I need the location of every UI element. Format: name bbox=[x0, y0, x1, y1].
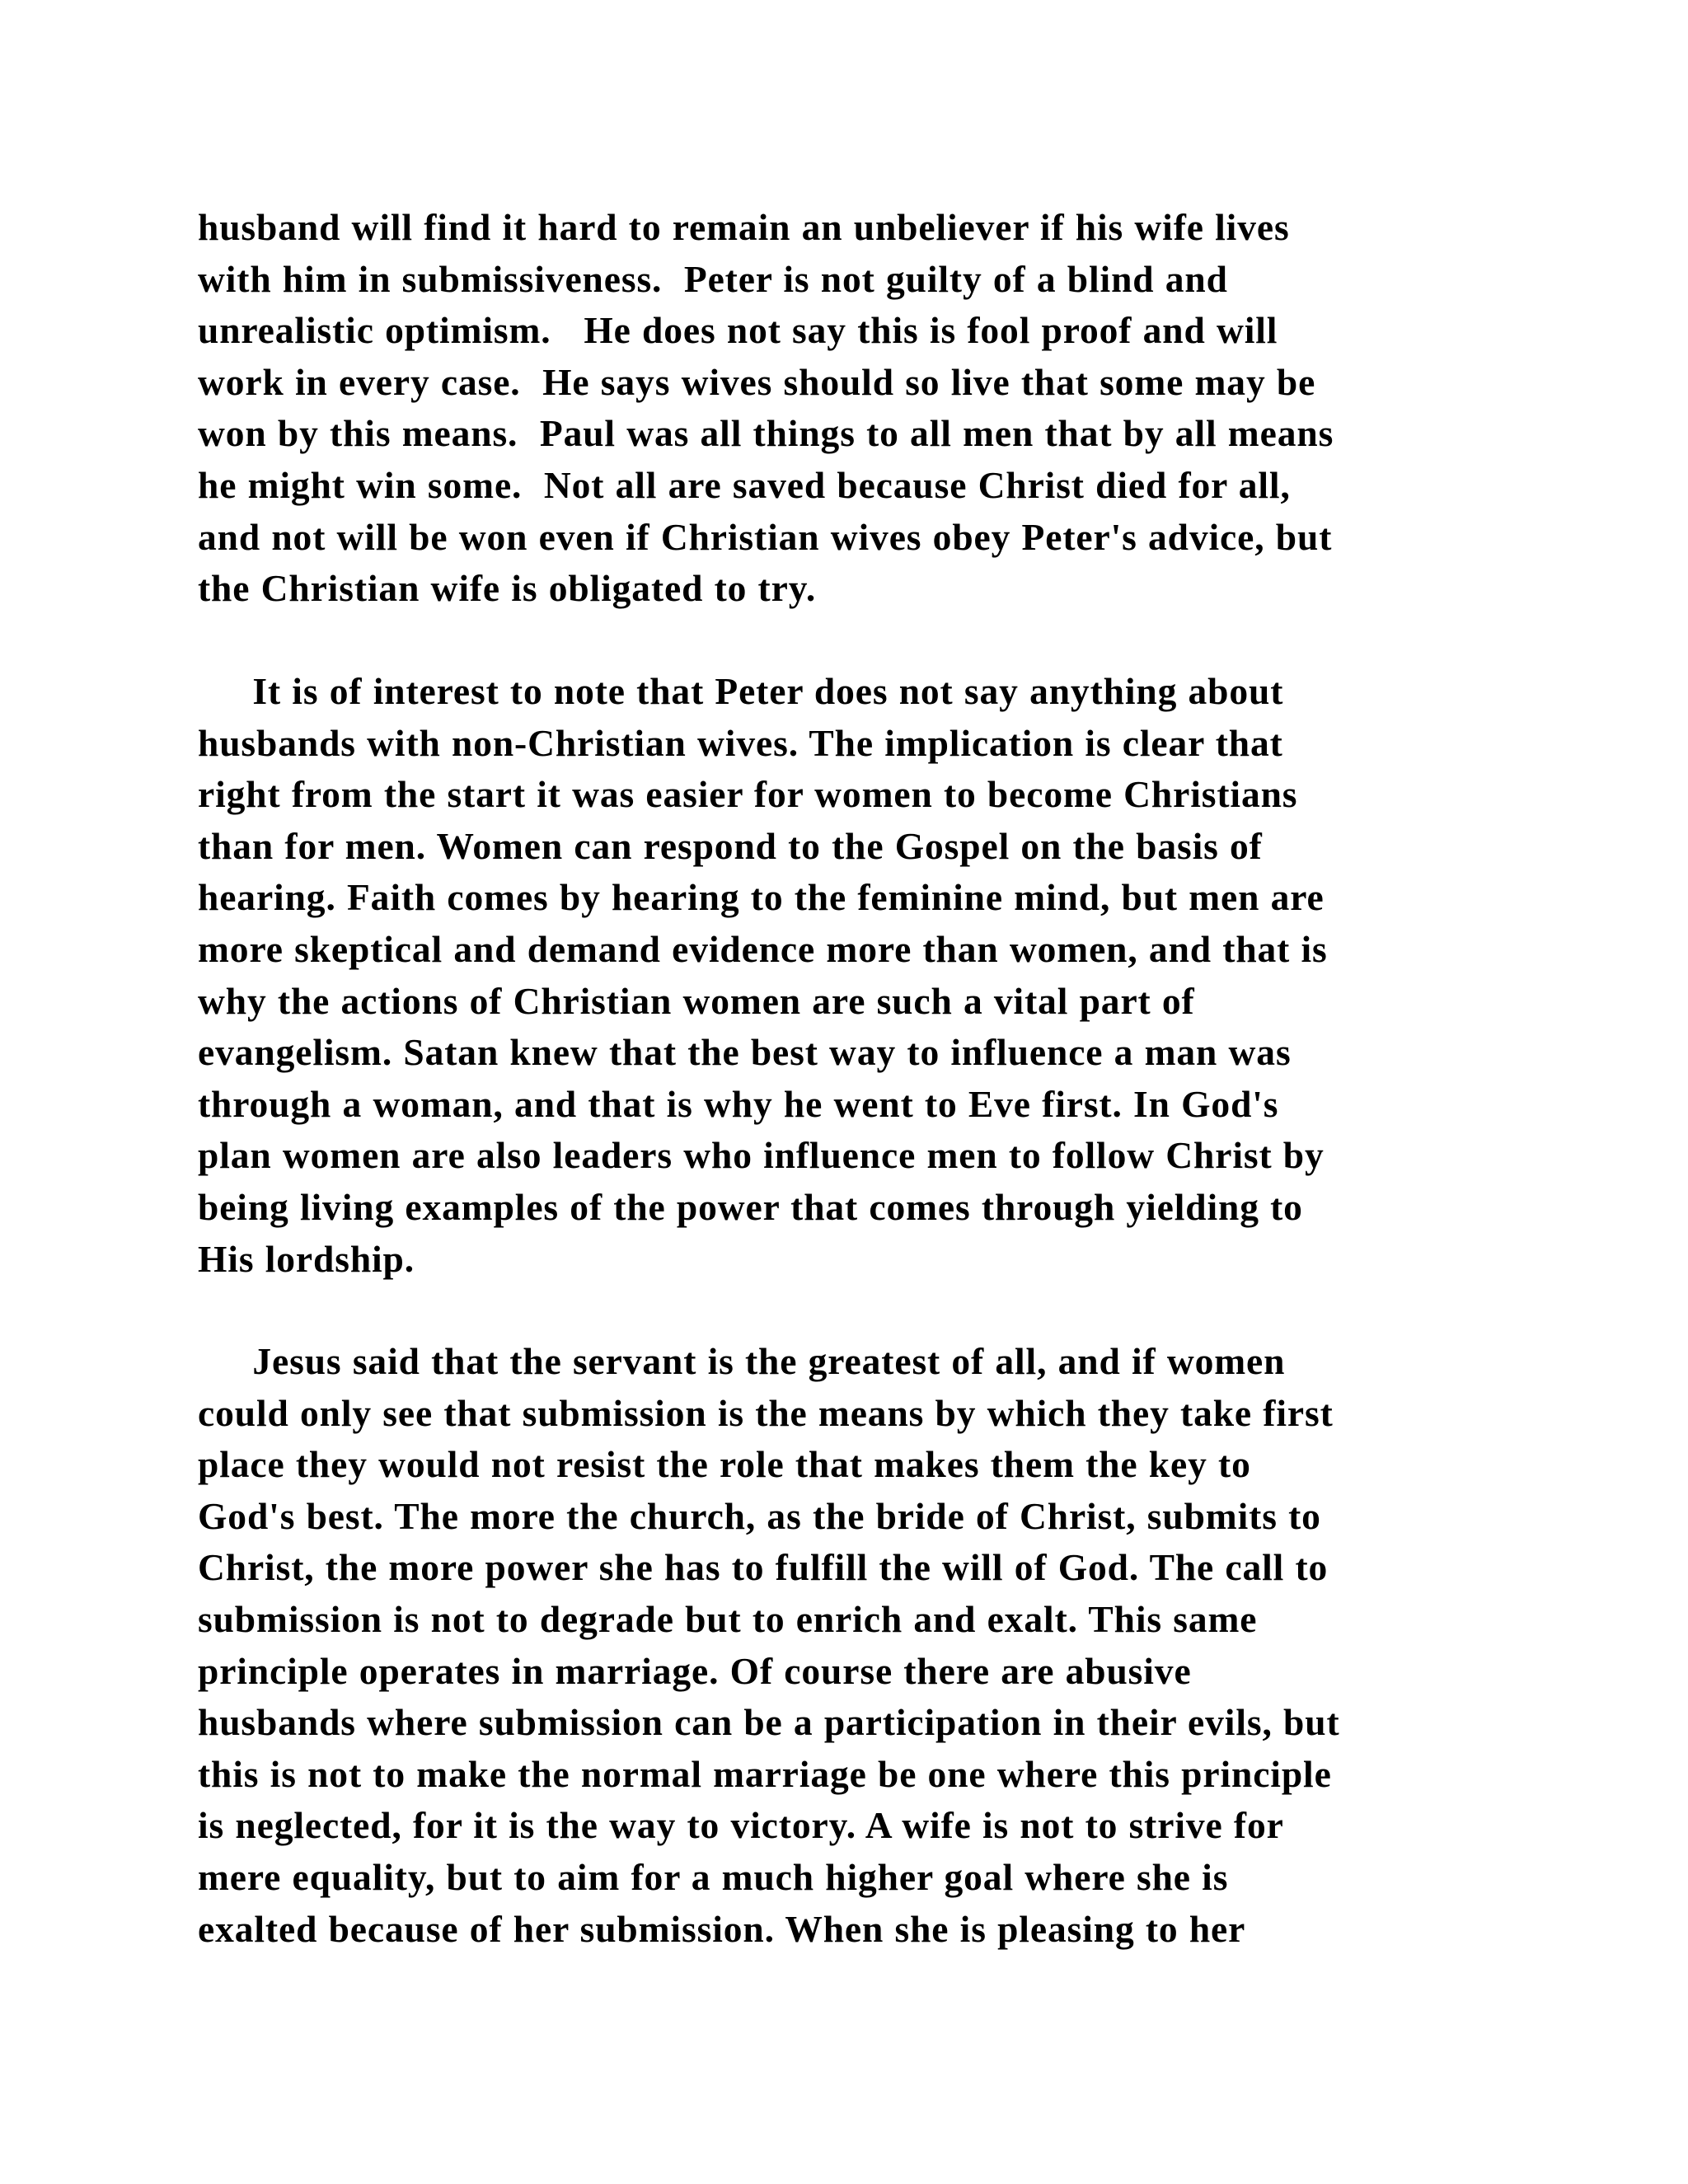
text-line: won by this means. Paul was all things to all men that by all means bbox=[198, 412, 1334, 455]
text-line: and not will be won even if Christian wives obey Peter's advice, but bbox=[198, 515, 1333, 558]
text-line: God's best. The more the church, as the bride of Christ, submits to bbox=[198, 1494, 1321, 1537]
text-line: than for men. Women can respond to the Gospel on the basis of bbox=[198, 824, 1263, 867]
text-line: right from the start it was easier for women to become Christians bbox=[198, 773, 1298, 816]
paragraph-3 bbox=[198, 1336, 1484, 1955]
text-line: unrealistic optimism. He does not say this is fool proof and will bbox=[198, 309, 1278, 352]
text-line: mere equality, but to aim for a much higher goal where she is bbox=[198, 1855, 1229, 1898]
text-line: exalted because of her submission. When she is pleasing to her bbox=[198, 1907, 1246, 1950]
text-line: evangelism. Satan knew that the best way to influence a man was bbox=[198, 1031, 1292, 1074]
text-line: plan women are also leaders who influence men to follow Christ by bbox=[198, 1134, 1325, 1177]
text-line: is neglected, for it is the way to victory. A wife is not to strive for bbox=[198, 1804, 1284, 1847]
text-line: with him in submissiveness. Peter is not guilty of a blind and bbox=[198, 257, 1228, 300]
text-line: Christ, the more power she has to fulfill the will of God. The call to bbox=[198, 1546, 1329, 1589]
text-line: husbands where submission can be a participation in their evils, but bbox=[198, 1701, 1340, 1744]
text-line: His lordship. bbox=[198, 1237, 415, 1280]
text-line: Jesus said that the servant is the greatest of all, and if women bbox=[198, 1340, 1286, 1382]
text-line: husbands with non-Christian wives. The implication is clear that bbox=[198, 721, 1283, 764]
paragraph-2 bbox=[198, 666, 1484, 1285]
text-line: more skeptical and demand evidence more than women, and that is bbox=[198, 927, 1328, 970]
text-line: husband will find it hard to remain an unbeliever if his wife lives bbox=[198, 206, 1290, 248]
paragraph-1 bbox=[198, 202, 1484, 615]
text-line: principle operates in marriage. Of course there are abusive bbox=[198, 1649, 1192, 1692]
text-line: It is of interest to note that Peter does not say anything about bbox=[198, 670, 1284, 712]
text-line: this is not to make the normal marriage be one where this principle bbox=[198, 1752, 1332, 1795]
text-line: through a woman, and that is why he went to Eve first. In God's bbox=[198, 1082, 1279, 1125]
text-line: work in every case. He says wives should so live that some may be bbox=[198, 360, 1316, 403]
text-line: he might win some. Not all are saved because Christ died for all, bbox=[198, 463, 1291, 506]
text-line: the Christian wife is obligated to try. bbox=[198, 567, 817, 610]
text-line: hearing. Faith comes by hearing to the feminine mind, but men are bbox=[198, 876, 1325, 919]
text-line: why the actions of Christian women are such a vital part of bbox=[198, 979, 1195, 1022]
text-line: could only see that submission is the means by which they take first bbox=[198, 1391, 1334, 1434]
text-line: place they would not resist the role that makes them the key to bbox=[198, 1443, 1251, 1486]
text-line: being living examples of the power that comes through yielding to bbox=[198, 1185, 1303, 1228]
text-line: submission is not to degrade but to enrich and exalt. This same bbox=[198, 1597, 1258, 1640]
